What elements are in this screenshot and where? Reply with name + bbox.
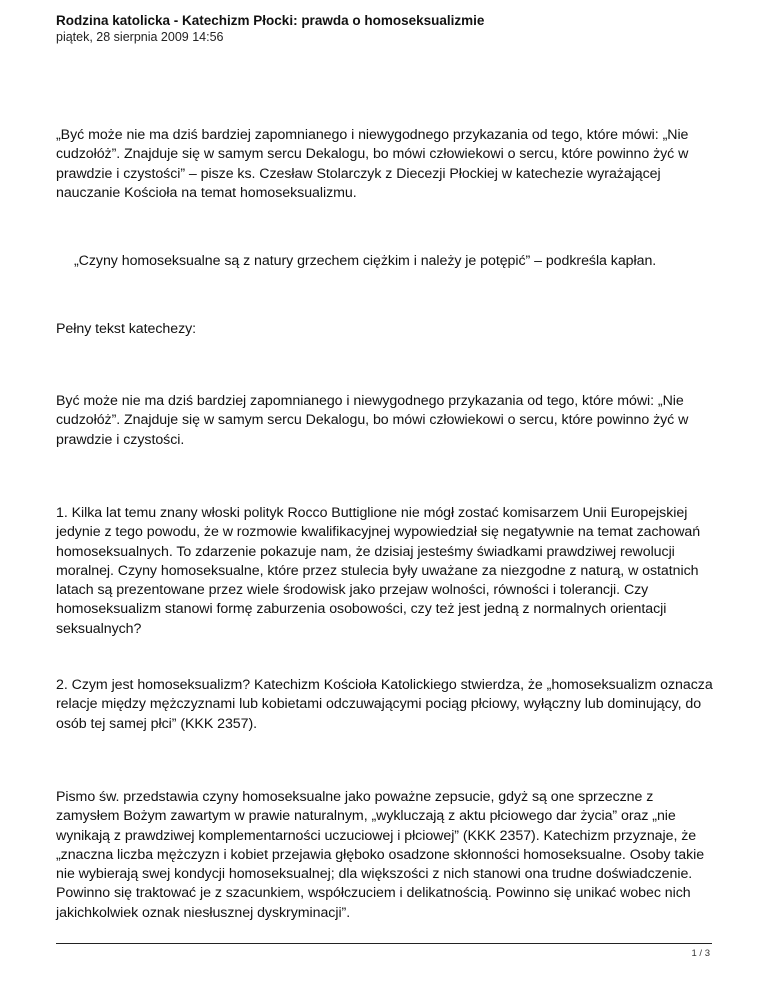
intro-paragraph: „Być może nie ma dziś bardziej zapomnianego i niewygodnego przykazania od tego, które mówi: „Nie cudzołóż”. Znajduje się w samym sercu Dekalogu, bo mówi człowiekowi o sercu, które powinno żyć w prawdzie i czystości” – pisze ks. Czesław Stolarczyk z Diecezji Płockiej w katechezie wyrażającej nauczanie Kościoła na temat homoseksualizmu.	[56, 127, 689, 201]
page-number: 1 / 3	[691, 948, 710, 959]
section-1-paragraph: 1. Kilka lat temu znany włoski polityk Rocco Buttiglione nie mógł zostać komisarzem Unii Europejskiej jedynie z tego powodu, że w rozmowie kwalifikacyjnej wypowiedział się negatywnie na temat zachowań homoseksualnych. To zdarzenie pokazuje nam, że dzisiaj jesteśmy świadkami prawdziwej rewolucji moralnej. Czyny homoseksualne, które przez stulecia były uważane za niezgodne z naturą, w ostatnich latach są prezentowane przez wiele środowisk jako przejaw wolności, równości i tolerancji. Czy homoseksualizm stanowi formę zaburzenia osobowości, czy też jest jedną z normalnych orientacji seksualnych?	[56, 505, 701, 637]
quote-paragraph: „Czyny homoseksualne są z natury grzechem ciężkim i należy je potępić” – podkreśla kapłan.	[74, 253, 657, 269]
page-title: Rodzina katolicka - Katechizm Płocki: prawda o homoseksualizmie	[56, 13, 485, 28]
footer-divider	[56, 943, 712, 944]
full-text-heading: Pełny tekst katechezy:	[56, 321, 197, 337]
publish-date: piątek, 28 sierpnia 2009 14:56	[56, 30, 224, 44]
document-header	[56, 12, 712, 45]
body-paragraph-1: Być może nie ma dziś bardziej zapomnianego i niewygodnego przykazania od tego, które mówi: „Nie cudzołóż”. Znajduje się w samym sercu Dekalogu, bo mówi człowiekowi o sercu, które powinno żyć w prawdzie i czystości.	[56, 393, 689, 448]
section-2-paragraph: 2. Czym jest homoseksualizm? Katechizm Kościoła Katolickiego stwierdza, że „homoseksualizm oznacza relacje między mężczyznami lub kobietami odczuwającymi pociąg płciowy, wyłączny lub dominujący, do osób tej samej płci” (KKK 2357).	[56, 677, 713, 732]
scripture-paragraph: Pismo św. przedstawia czyny homoseksualne jako poważne zepsucie, gdyż są one sprzeczne z zamysłem Bożym zawartym w prawie naturalnym, „wykluczają z aktu płciowego dar życia” oraz „nie wynikają z prawdziwej komplementarności uczuciowej i płciowej” (KKK 2357). Katechizm przyznaje, że „znaczna liczba mężczyzn i kobiet przejawia głęboko osadzone skłonności homoseksualne. Osoby takie nie wybierają swej kondycji homoseksualnej; dla większości z nich stanowi ona trudne doświadczenie. Powinno się traktować je z szacunkiem, współczuciem i delikatnością. Powinno się unikać wobec nich jakichkolwiek oznak niesłusznej dyskryminacji”.	[56, 789, 705, 921]
